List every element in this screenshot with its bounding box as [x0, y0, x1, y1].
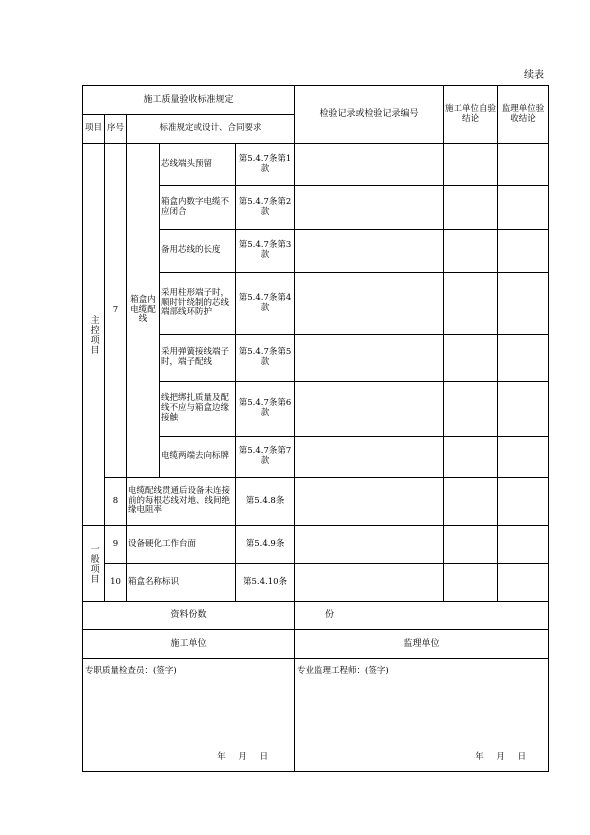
continuation-label: 续表 — [524, 70, 544, 81]
row7-sub4-contractor[interactable] — [444, 273, 498, 335]
row7-sub7-text: 电缆两端去向标牌 — [160, 437, 236, 478]
engineer-label: 专业监理工程师：(签字) — [297, 666, 389, 676]
row8-contractor[interactable] — [444, 478, 498, 526]
row10-seq: 10 — [105, 564, 127, 602]
row8-supervisor[interactable] — [498, 478, 549, 526]
header-item: 项目 — [83, 115, 105, 144]
row7-sub5-contractor[interactable] — [444, 335, 498, 382]
row7-sub5-clause: 第5.4.7条第5款 — [236, 335, 295, 382]
row8-seq: 8 — [105, 478, 127, 526]
row7-seq: 7 — [105, 144, 127, 478]
row7-sub4-clause: 第5.4.7条第4款 — [236, 273, 295, 335]
row7-sub1-clause: 第5.4.7条第1款 — [236, 144, 295, 186]
row7-sub6-record[interactable] — [295, 382, 444, 437]
general-label: 一般项目 — [88, 543, 99, 584]
row7-sub1-contractor[interactable] — [444, 144, 498, 186]
row10-supervisor[interactable] — [498, 564, 549, 602]
row7-sub3-text: 备用芯线的长度 — [160, 230, 236, 273]
row7-sub3-supervisor[interactable] — [498, 230, 549, 273]
sign-supervisor-area[interactable] — [295, 659, 549, 772]
acceptance-record-table — [82, 85, 549, 772]
row9-contractor[interactable] — [444, 526, 498, 564]
header-standard: 施工质量验收标准规定 — [83, 86, 295, 115]
row7-sub3-clause: 第5.4.7条第3款 — [236, 230, 295, 273]
row7-sub2-contractor[interactable] — [444, 186, 498, 230]
row7-sub7-contractor[interactable] — [444, 437, 498, 478]
main-control-group — [83, 144, 105, 526]
row7-sub6-clause: 第5.4.7条第6款 — [236, 382, 295, 437]
row7-sub1-text: 芯线端头预留 — [160, 144, 236, 186]
row8-clause: 第5.4.8条 — [236, 478, 295, 526]
row7-sub1-record[interactable] — [295, 144, 444, 186]
row7-sub7-record[interactable] — [295, 437, 444, 478]
sign-contractor-area[interactable] — [83, 659, 295, 772]
row7-sub6-supervisor[interactable] — [498, 382, 549, 437]
row10-record[interactable] — [295, 564, 444, 602]
header-seq: 序号 — [105, 115, 127, 144]
row7-sub6-contractor[interactable] — [444, 382, 498, 437]
row7-sub5-supervisor[interactable] — [498, 335, 549, 382]
row7-sub4-supervisor[interactable] — [498, 273, 549, 335]
row7-sub5-record[interactable] — [295, 335, 444, 382]
row10-clause: 第5.4.10条 — [236, 564, 295, 602]
row7-sub1-supervisor[interactable] — [498, 144, 549, 186]
row7-sub7-supervisor[interactable] — [498, 437, 549, 478]
row7-sub2-record[interactable] — [295, 186, 444, 230]
row7-sub3-record[interactable] — [295, 230, 444, 273]
sign-supervisor-title: 监理单位 — [295, 630, 549, 659]
header-supervisor-conclusion: 监理单位验收结论 — [498, 86, 549, 144]
sign-contractor-title: 施工单位 — [83, 630, 295, 659]
row7-sub4-text: 采用柱形端子时，顺时针绕制的芯线端部线环防护 — [160, 273, 236, 335]
row7-sub6-text: 线把绑扎质量及配线不应与箱盒边缘接触 — [160, 382, 236, 437]
row9-seq: 9 — [105, 526, 127, 564]
row10-text: 箱盒名称标识 — [127, 564, 236, 602]
header-record: 检验记录或检验记录编号 — [295, 86, 444, 144]
contractor-date: 年 月 日 — [217, 752, 269, 763]
header-requirement: 标准规定或设计、合同要求 — [127, 115, 295, 144]
header-contractor-conclusion: 施工单位自验结论 — [444, 86, 498, 144]
row7-sub7-clause: 第5.4.7条第7款 — [236, 437, 295, 478]
row9-record[interactable] — [295, 526, 444, 564]
row7-sub2-supervisor[interactable] — [498, 186, 549, 230]
supervisor-date: 年 月 日 — [475, 752, 527, 763]
inspector-label: 专职质量检查员：(签字) — [85, 666, 177, 676]
row9-supervisor[interactable] — [498, 526, 549, 564]
row8-text: 电缆配线贯通后设备未连接前的每根芯线对地、线间绝缘电阻率 — [127, 478, 236, 526]
row7-sub5-text: 采用弹簧接线端子时，端子配线 — [160, 335, 236, 382]
row7-sub4-record[interactable] — [295, 273, 444, 335]
row7-sub3-contractor[interactable] — [444, 230, 498, 273]
row9-clause: 第5.4.9条 — [236, 526, 295, 564]
general-group — [83, 526, 105, 602]
row8-record[interactable] — [295, 478, 444, 526]
row10-contractor[interactable] — [444, 564, 498, 602]
docs-unit[interactable]: 份 — [295, 602, 549, 630]
main-control-label: 主控项目 — [88, 314, 99, 355]
row7-sub2-clause: 第5.4.7条第2款 — [236, 186, 295, 230]
docs-label: 资料份数 — [83, 602, 295, 630]
row7-sub2-text: 箱盒内数字电缆不应闭合 — [160, 186, 236, 230]
row9-text: 设备硬化工作台面 — [127, 526, 236, 564]
row7-name: 箱盒内电缆配线 — [127, 144, 160, 478]
